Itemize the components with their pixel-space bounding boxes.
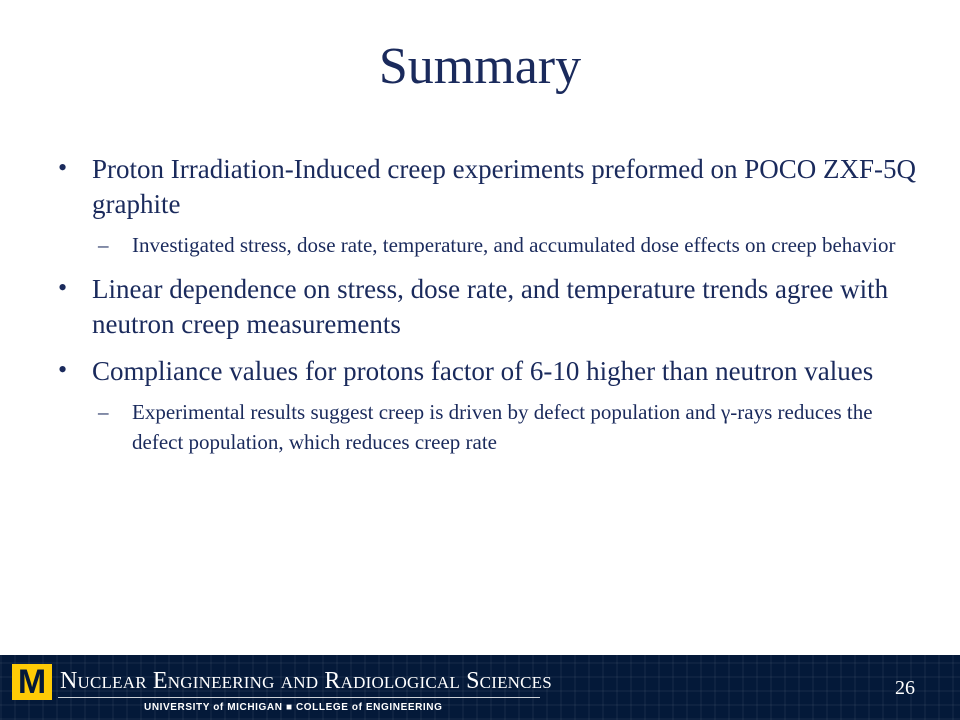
bullet-list xyxy=(58,152,918,469)
department-name: Nuclear Engineering and Radiological Sciences xyxy=(60,668,552,694)
sub-bullet-text: Experimental results suggest creep is driven by defect population and γ-rays reduces the defect population, which reduces creep rate xyxy=(132,400,873,454)
bullet-text: Compliance values for protons factor of 6-10 higher than neutron values xyxy=(92,356,874,386)
block-m-logo-icon: M xyxy=(12,664,52,700)
slide-title: Summary xyxy=(378,38,582,95)
bullet-text: Linear dependence on stress, dose rate, and temperature trends agree with neutron creep measurements xyxy=(92,274,889,339)
bullet-icon: • xyxy=(58,355,68,384)
bullet-item xyxy=(58,152,918,222)
dash-icon: – xyxy=(98,400,109,424)
bullet-icon: • xyxy=(58,273,68,302)
bullet-icon: • xyxy=(58,153,68,182)
university-line: UNIVERSITY of MICHIGAN ■ COLLEGE of ENGINEERING xyxy=(144,702,443,713)
dash-icon: – xyxy=(98,233,109,257)
bullet-item xyxy=(58,354,918,389)
footer-banner xyxy=(0,655,960,720)
page-number: 26 xyxy=(895,677,915,699)
bullet-item xyxy=(58,272,918,342)
sub-bullet-item xyxy=(58,230,918,260)
bullet-text: Proton Irradiation-Induced creep experiments preformed on POCO ZXF-5Q graphite xyxy=(92,154,917,219)
divider xyxy=(58,697,540,698)
sub-bullet-text: Investigated stress, dose rate, temperature, and accumulated dose effects on creep behavior xyxy=(132,233,896,257)
sub-bullet-item xyxy=(58,397,918,457)
